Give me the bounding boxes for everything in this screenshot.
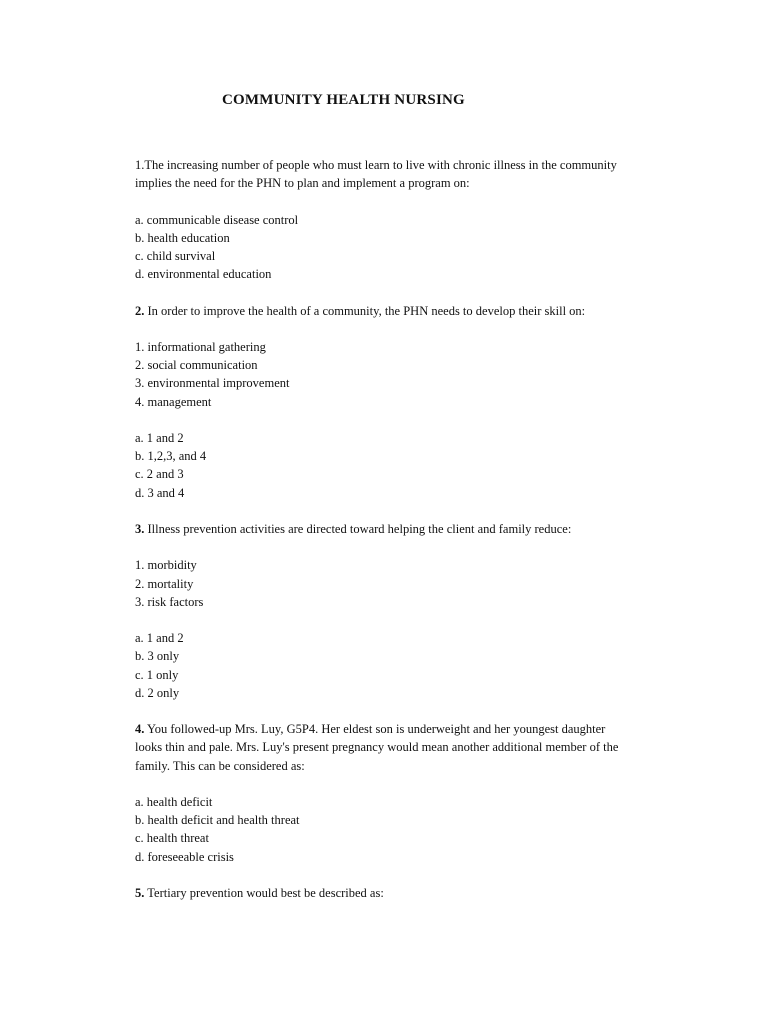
question-2-choice-d: d. 3 and 4	[135, 485, 185, 500]
question-2-item-3: 3. environmental improvement	[135, 376, 290, 391]
question-3-item-3: 3. risk factors	[135, 594, 204, 609]
question-1-choice-a: a. communicable disease control	[135, 212, 299, 227]
question-1-text-1: The increasing number of people who must learn to live with chronic illness in the community	[144, 158, 617, 172]
question-4-number: 4.	[135, 722, 145, 737]
question-2-items	[135, 338, 695, 411]
question-2-item-1: 1. informational gathering	[135, 339, 266, 354]
question-4-choice-d: d. foreseeable crisis	[135, 849, 234, 864]
question-2-item-2: 2. social communication	[135, 358, 258, 373]
question-4-text-1: You followed-up Mrs. Luy, G5P4. Her eldest son is underweight and her youngest daughter	[144, 722, 606, 737]
question-2	[135, 302, 695, 320]
question-2-item-4: 4. management	[135, 394, 212, 409]
question-4-line-1	[135, 720, 695, 738]
question-5-text-1: Tertiary prevention would best be described as:	[144, 885, 384, 900]
question-1-text-2: implies the need for the PHN to plan and implement a program on:	[135, 176, 470, 191]
question-4-choice-c: c. health threat	[135, 831, 209, 846]
question-1-choice-b: b. health education	[135, 230, 230, 245]
question-3-choice-d: d. 2 only	[135, 685, 180, 700]
question-3	[135, 520, 695, 538]
question-2-number: 2.	[135, 303, 145, 318]
question-4-text-3: family. This can be considered as:	[135, 758, 305, 773]
question-4-choice-b: b. health deficit and health threat	[135, 813, 300, 828]
question-5	[135, 884, 695, 902]
question-3-number: 3.	[135, 521, 145, 536]
question-3-choices	[135, 629, 695, 702]
question-1-choice-d: d. environmental education	[135, 267, 272, 282]
question-1-number: 1.	[135, 158, 145, 172]
question-3-choice-b: b. 3 only	[135, 649, 180, 664]
question-4-text-2: looks thin and pale. Mrs. Luy's present pregnancy would mean another additional member of the	[135, 740, 619, 755]
question-2-text-1: In order to improve the health of a community, the PHN needs to develop their skill on:	[144, 303, 586, 318]
question-3-text-1: Illness prevention activities are directed toward helping the client and family reduce:	[144, 521, 572, 536]
page-title: COMMUNITY HEALTH NURSING	[222, 92, 465, 108]
question-2-choice-c: c. 2 and 3	[135, 467, 184, 482]
question-1-choices	[135, 211, 695, 284]
question-4-choice-a: a. health deficit	[135, 794, 213, 809]
question-3-choice-a: a. 1 and 2	[135, 631, 184, 646]
question-3-item-2: 2. mortality	[135, 576, 194, 591]
question-3-items	[135, 556, 695, 611]
questions-content	[135, 156, 695, 902]
question-1-line-1	[135, 156, 695, 174]
question-2-choice-a: a. 1 and 2	[135, 430, 184, 445]
question-4-choices	[135, 793, 695, 866]
question-4	[135, 720, 695, 775]
question-5-number: 5.	[135, 885, 145, 900]
question-3-line-1	[135, 520, 695, 538]
question-2-line-1	[135, 302, 695, 320]
question-1	[135, 156, 695, 192]
question-5-line-1	[135, 884, 695, 902]
question-3-choice-c: c. 1 only	[135, 667, 179, 682]
question-2-choice-b: b. 1,2,3, and 4	[135, 449, 207, 464]
question-3-item-1: 1. morbidity	[135, 558, 197, 573]
question-1-choice-c: c. child survival	[135, 249, 216, 263]
question-2-choices	[135, 429, 695, 502]
